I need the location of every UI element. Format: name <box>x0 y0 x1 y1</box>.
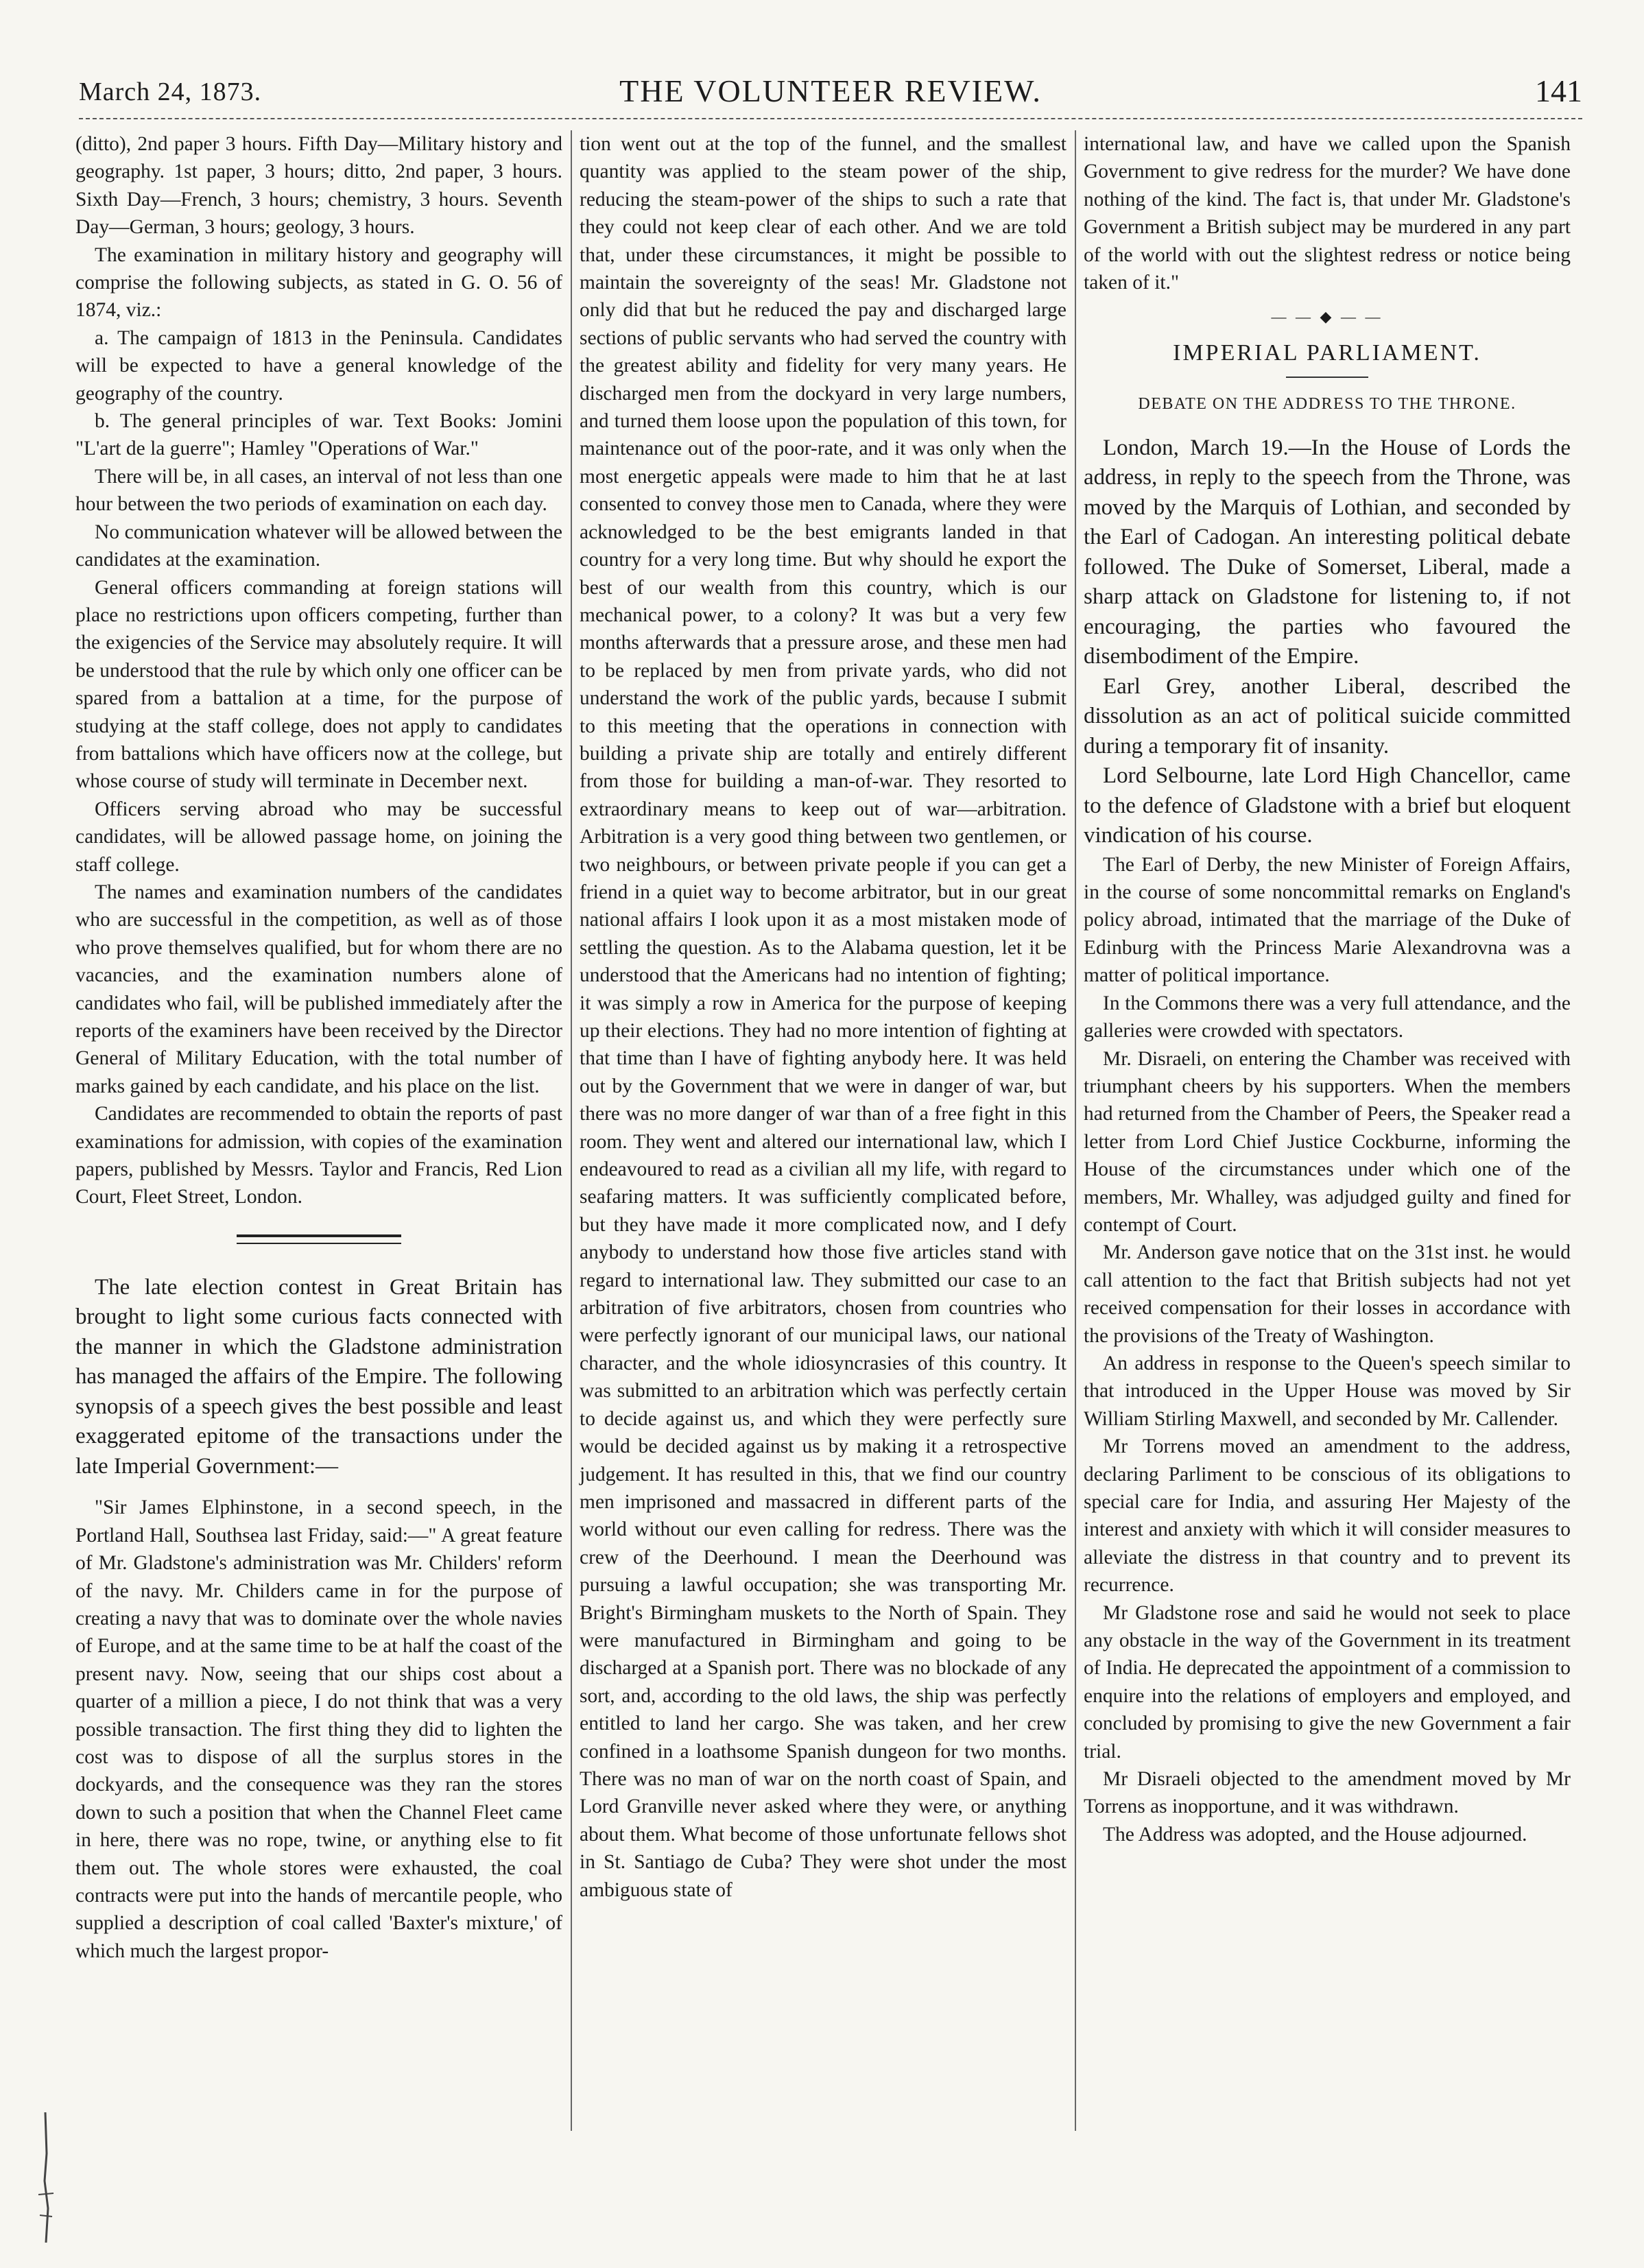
paragraph: The Earl of Derby, the new Minister of Foreign Affairs, in the course of some noncommittal remarks on England's policy abroad, intimated that the marriage of the Duke of Edinburg with the Princess Marie Alexandrovna was a matter of political importance. <box>1084 853 1571 987</box>
page-header <box>79 70 1582 118</box>
paragraph: Officers serving abroad who may be successful candidates, will be allowed passage home, on joining the staff college. <box>75 798 562 876</box>
paragraph: The examination in military history and geography will comprise the following subjects, as stated in G. O. 56 of 1874, viz.: <box>75 243 562 322</box>
paragraph: The names and examination numbers of the candidates who are successful in the competition, as well as of those who prove themselves qualified, but for whom there are no vacancies, and the examination numbers alone of candidates who fail, will be published immediately after the reports of the examiners have been received by the Director General of Military Education, with the total number of marks gained by each candidate, and his place on the list. <box>75 881 562 1097</box>
paragraph: General officers commanding at foreign stations will place no restrictions upon officers competing, further than the exigencies of the Service may absolutely require. It will be understood that the rule by which only one officer can be spared from a battalion at a time, for the purpose of studying at the staff college, does not apply to candidates from battalions which have officers now at the college, but whose course of study will terminate in December next. <box>75 576 562 793</box>
column-divider <box>571 130 572 2131</box>
page-number: 141 <box>1535 73 1582 108</box>
section-subheading: DEBATE ON THE ADDRESS TO THE THRONE. <box>1138 395 1516 414</box>
paragraph: There will be, in all cases, an interval of not less than one hour between the two periods of examination on each day. <box>75 465 562 516</box>
paragraph: An address in response to the Queen's speech similar to that introduced in the Upper House was moved by Sir William Stirling Maxwell, and seconded by Mr. Callender. <box>1084 1352 1571 1430</box>
editorial-paragraph: The late election contest in Great Britain has brought to light some curious facts connected with the manner in which the Gladstone administration has managed the affairs of the Empire. The following synopsis of a speech gives the best possible and least exaggerated epitome of the transactions under the late Imperial Government:— <box>75 1274 562 1479</box>
paragraph: In the Commons there was a very full attendance, and the galleries were crowded with spectators. <box>1084 992 1571 1042</box>
quoted-speech: "Sir James Elphinstone, in a second speech, in the Portland Hall, Southsea last Friday, said:—" A great feature of Mr. Gladstone's administration was Mr. Childers' reform of the navy. Mr. Childers came in for the purpose of creating a navy that was to dominate over the whole navies of Europe, and at the same time to be at half the coast of the present navy. Now, seeing that our ships cost about a quarter of a million a piece, I do not think that was a very possible transaction. The first thing they did to lighten the cost was to dispose of all the surplus stores in the dockyards, and the consequence was they ran the stores down to such a position that when the Channel Fleet came in here, there was no rope, twine, or anything else to fit them out. The whole stores were exhausted, the coal contracts were put into the hands of mercantile people, who supplied a description of coal called 'Baxter's mixture,' of which much the largest propor- <box>75 1496 562 1962</box>
paragraph: London, March 19.—In the House of Lords the address, in reply to the speech from the Throne, was moved by the Marquis of Lothian, and seconded by the Earl of Cadogan. An interesting political debate followed. The Duke of Somerset, Liberal, made a sharp attack on Gladstone for listening to, if not encouraging, the parties who favoured the disembodiment of the Empire. <box>1084 435 1571 669</box>
paragraph: Earl Grey, another Liberal, described the dissolution as an act of political suicide committed during a temporary fit of insanity. <box>1084 673 1571 759</box>
binding-mark <box>33 2112 60 2243</box>
column-right <box>1084 130 1571 2145</box>
paragraph: b. The general principles of war. Text Books: Jomini "L'art de la guerre"; Hamley "Operations of War." <box>75 410 562 460</box>
paragraph: The Address was adopted, and the House adjourned. <box>1103 1823 1527 1846</box>
column-left <box>75 130 562 2145</box>
paragraph: Mr Torrens moved an amendment to the address, declaring Parliment to be conscious of its obligations to special care for India, and assuring Her Majesty of the interest and anxiety with which it will consider measures to alleviate the distress in that country and to prevent its recurrence. <box>1084 1435 1571 1597</box>
paragraph: Mr Disraeli objected to the amendment moved by Mr Torrens as inopportune, and it was withdrawn. <box>1084 1768 1571 1818</box>
paragraph: Lord Selbourne, late Lord High Chancellor, came to the defence of Gladstone with a brief but eloquent vindication of his course. <box>1084 763 1571 848</box>
paragraph: international law, and have we called upon the Spanish Government to give redress for the murder? We have done nothing of the kind. The fact is, that under Mr. Gladstone's Government a British subject may be murdered in any part of the world with out the slightest redress or notice being taken of it." <box>1084 133 1571 294</box>
paragraph: Candidates are recommended to obtain the reports of past examinations for admission, with copies of the examination papers, published by Messrs. Taylor and Francis, Red Lion Court, Fleet Street, London. <box>75 1103 562 1208</box>
paragraph: No communication whatever will be allowed between the candidates at the examination. <box>75 521 562 571</box>
paragraph: Mr Gladstone rose and said he would not seek to place any obstacle in the way of the Government in its treatment of India. He deprecated the appointment of a commission to enquire into the relations of employers and employed, and concluded by promising to give the new Government a fair trial. <box>1084 1601 1571 1763</box>
column-middle <box>580 130 1067 2145</box>
paragraph: Mr. Anderson gave notice that on the 31st inst. he would call attention to the fact that British subjects had not yet received compensation for their losses in accordance with the provisions of the Treaty of Washington. <box>1084 1241 1571 1347</box>
paragraph: Mr. Disraeli, on entering the Chamber was received with triumphant cheers by his supporters. When the members had returned from the Chamber of Peers, the Speaker read a letter from Lord Chief Justice Cockburne, informing the House of the circumstances under which one of the members, Mr. Whalley, was adjudged guilty and fined for contempt of Court. <box>1084 1047 1571 1236</box>
header-divider <box>79 118 1582 119</box>
masthead-title: THE VOLUNTEER REVIEW. <box>619 73 1042 108</box>
heading-rule <box>1286 377 1368 378</box>
article-separator <box>237 1234 401 1244</box>
ornament-divider: — — ◆ — — <box>1271 308 1383 326</box>
paragraph: (ditto), 2nd paper 3 hours. Fifth Day—Military history and geography. 1st paper, 3 hours; ditto, 2nd paper, 3 hours. Sixth Day—French, 3 hours; chemistry, 3 hours. Seventh Day—German, 3 hours; geology, 3 hours. <box>75 133 562 239</box>
section-heading: IMPERIAL PARLIAMENT. <box>1173 339 1481 366</box>
column-divider <box>1075 130 1076 2131</box>
issue-date: March 24, 1873. <box>79 77 262 106</box>
paragraph: a. The campaign of 1813 in the Peninsula. Candidates will be expected to have a general knowledge of the geography of the country. <box>75 326 562 405</box>
paragraph: tion went out at the top of the funnel, and the smallest quantity was applied to the steam power of the ship, reducing the steam-power of the ships to such a rate that they could not keep clear of each other. And we are told that, under these circumstances, it might be possible to maintain the sovereignty of the seas! Mr. Gladstone not only did that but he reduced the pay and discharged large sections of public servants who had served the country with the greatest ability and fidelity for very many years. He discharged men from the dockyard in very large numbers, and turned them loose upon the population of this town, for maintenance out of the poor-rate, and it was only when the most energetic appeals were made to him that he at last consented to convey those men to Canada, where they were acknowledged to be the best emigrants landed in that country for a very long time. But why should he export the best of our wealth from this country, which is our mechanical power, to a colony? It was but a very few months afterwards that a pressure arose, and these men had to be replaced by men from private yards, who did not understand the work of the public yards, because I submit to this meeting that the operations in connection with building a private ship are totally and entirely different from those for building a man-of-war. They resorted to extraordinary means to keep out of war—arbitration. Arbitration is a very good thing between two gentlemen, or two neighbours, or between private people if you can get a friend in a quiet way to become arbitrator, but in our great national affairs I look upon it as a most mistaken mode of settling the question. As to the Alabama question, let it be understood that the Americans had no intention of fighting; it was simply a row in America for the purpose of keeping up their elections. They had no more intention of fighting at that time than I have of fighting anybody here. It was held out by the Government that we were in danger of war, but there was no more danger of war than of a free fight in this room. They went and altered our international law, which I endeavoured to read as a civilian all my life, with regard to seafaring matters. It was sufficiently complicated before, but they have made it more complicated now, and I defy anybody to understand how those five articles stand with regard to international law. They submitted our case to an arbitration of five arbitrators, chosen from countries who were perfectly ignorant of our municipal laws, our national character, and the whole idiosyncrasies of this country. It was submitted to an arbitration which was perfectly certain to decide against us, and which they were perfectly sure would be decided against us by making it a retrospective judgement. It has resulted in this, that we find our country men imprisoned and massacred in different parts of the world without our even calling for redress. There was the crew of the Deerhound. I mean the Deerhound was pursuing a lawful occupation; she was transporting Mr. Bright's Birmingham muskets to the North of Spain. They were manufactured in Birmingham and going to be discharged at a Spanish port. There was no blockade of any sort, and, according to the old laws, the ship was perfectly entitled to land her cargo. She was taken, and her crew confined in a loathsome Spanish dungeon for two months. There was no man of war on the north coast of Spain, and Lord Granville never asked where they were, or anything about them. What become of those unfortunate fellows shot in St. Santiago de Cuba? They were shot under the most ambiguous state of <box>580 133 1067 1901</box>
